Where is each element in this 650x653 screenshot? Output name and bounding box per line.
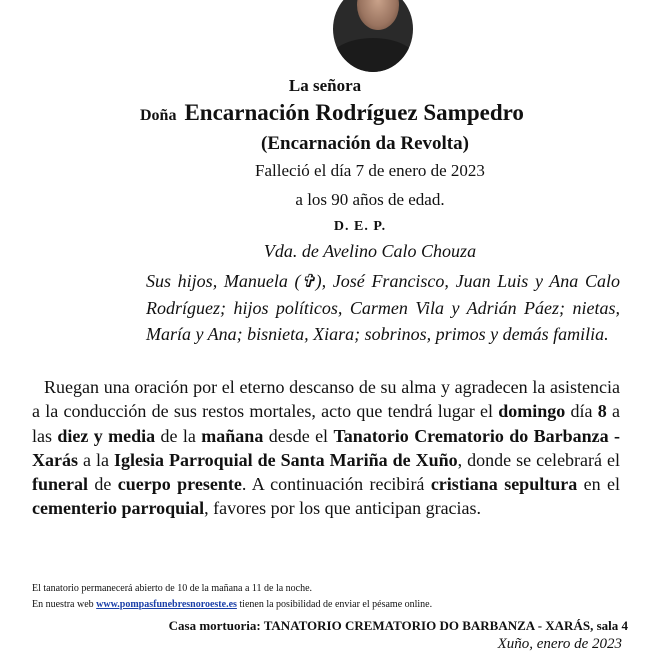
text-segment: día — [565, 401, 598, 422]
time-of-day: mañana — [201, 425, 264, 446]
web-suffix: tienen la posibilidad de enviar el pésame online. — [239, 599, 433, 610]
website-link[interactable]: www.pompasfunebresnoroeste.es — [96, 599, 237, 610]
deceased-full-name: Encarnación Rodríguez Sampedro — [184, 100, 524, 125]
place-date: Xuño, enero de 2023 — [497, 636, 622, 652]
funeral-home: Tanatorio Crematorio do Barbanza - Xarás — [32, 425, 620, 470]
casa-mortuoria: Casa mortuoria: TANATORIO CREMATORIO DO BARBANZA - XARÁS, sala 4 — [168, 618, 628, 633]
portrait-shoulders — [333, 38, 413, 72]
text-segment: , favores por los que anticipan gracias. — [204, 498, 482, 519]
web-note — [32, 599, 432, 610]
text-segment: a las — [32, 401, 620, 446]
web-prefix: En nuestra web — [32, 599, 94, 610]
deceased-nickname: (Encarnación da Revolta) — [261, 133, 469, 154]
announcement-paragraph — [32, 375, 620, 521]
funeral-word: funeral — [32, 474, 88, 495]
death-date: Falleció el día 7 de enero de 2023 — [255, 161, 485, 180]
deceased-photo — [333, 0, 413, 72]
family-list: Sus hijos, Manuela (✞), José Francisco, Juan Luis y Ana Calo Rodríguez; hijos políticos, Carmen Vila y Adrián Páez; nietas, María y Ana; bisnieta, Xiara; sobrinos, primos y demás familia. — [146, 271, 620, 344]
text-segment: desde el — [263, 425, 334, 446]
church-name: Iglesia Parroquial de Santa Mariña de Xuño — [113, 449, 458, 470]
title-la-senora: La señora — [288, 76, 362, 95]
text-segment: en el — [577, 474, 620, 495]
portrait-face — [357, 0, 399, 30]
text-segment: a la — [78, 449, 114, 470]
text-segment: . A continuación recibirá — [241, 474, 431, 495]
deceased-name-line — [140, 100, 524, 126]
day-name: domingo — [498, 401, 566, 422]
day-number: 8 — [597, 401, 607, 422]
dep-abbreviation: D. E. P. — [333, 219, 387, 234]
deceased-age: a los 90 años de edad. — [295, 190, 445, 209]
honorific: Doña — [140, 107, 177, 124]
hours-note: El tanatorio permanecerá abierto de 10 de la mañana a 11 de la noche. — [32, 583, 313, 594]
text-segment: de la — [155, 425, 202, 446]
text-segment: , donde se celebrará el — [457, 449, 621, 470]
cemetery: cementerio parroquial — [32, 498, 205, 519]
body-present: cuerpo presente — [117, 474, 242, 495]
widow-of: Vda. de Avelino Calo Chouza — [263, 241, 477, 261]
burial: cristiana sepultura — [430, 474, 578, 495]
ceremony-time: diez y media — [57, 425, 156, 446]
text-segment: de — [88, 474, 118, 495]
text-segment: Ruegan una oración por el eterno descanso de su alma y agradecen la asistencia a la conducción de sus restos mortales, acto que tendrá lugar el — [32, 377, 620, 422]
